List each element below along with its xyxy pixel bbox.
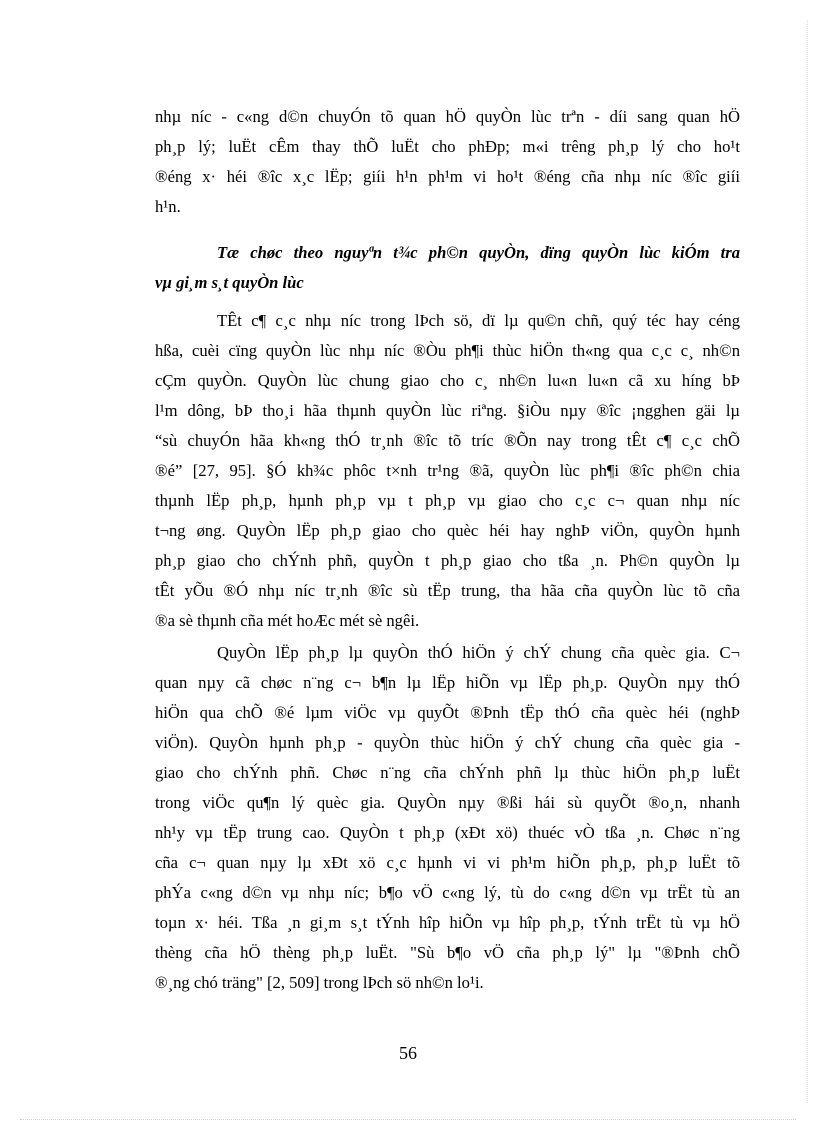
- paragraph-line: ®¸ng chó träng" [2, 509] trong lÞch sö nh©n lo¹i.: [155, 973, 484, 992]
- page-number: 56: [399, 1043, 417, 1063]
- paragraph-2: [155, 306, 740, 636]
- paragraph-line: phÝa c«ng d©n vµ nhµ níc; b¶o vÖ c«ng lý, tù do c«ng d©n vµ trËt tù an: [155, 883, 740, 902]
- paragraph-line: tÊt yÕu ®Ó nhµ níc tr¸nh ®îc sù tËp trung, tha hãa cña quyÒn lùc tõ cña: [155, 581, 740, 600]
- paragraph-line: hiÖn qua chÕ ®é lµm viÖc vµ quyÕt ®Þnh tËp thÓ cña quèc héi (nghÞ: [155, 703, 740, 722]
- paragraph-line: quan nµy cã chøc n¨ng c¬ b¶n lµ lËp hiÕn vµ lËp ph¸p. QuyÒn nµy thÓ: [155, 673, 740, 692]
- paragraph-line: “sù chuyÓn hãa kh«ng thÓ tr¸nh ®îc tõ tríc ®Õn nay trong tÊt c¶ c¸c chÕ: [155, 431, 740, 450]
- paragraph-line: ®é” [27, 95]. §Ó kh¾c phôc t×nh tr¹ng ®ã, quyÒn lùc ph¶i ®îc ph©n chia: [155, 461, 740, 480]
- page-right-border: [807, 20, 808, 1103]
- section-heading: [155, 238, 740, 298]
- paragraph-3: [155, 638, 740, 998]
- paragraph-line: ®a sè thµnh cña mét hoÆc mét sè ngêi.: [155, 611, 420, 630]
- paragraph-line: ®éng x· héi ®îc x¸c lËp; giíi h¹n ph¹m vi ho¹t ®éng cña nhµ níc ®îc giíi: [155, 167, 740, 186]
- paragraph-line: QuyÒn lËp ph¸p lµ quyÒn thÓ hiÖn ý chÝ chung cña quèc gia. C¬: [217, 643, 740, 662]
- paragraph-line: toµn x· héi. Tßa ¸n gi¸m s¸t tÝnh hîp hiÕn vµ hîp ph¸p, tÝnh trËt tù vµ hÖ: [155, 913, 740, 932]
- paragraph-line: hßa, cuèi cïng quyÒn lùc nhµ níc ®Òu ph¶i thùc hiÖn th«ng qua c¸c c¸ nh©n: [155, 341, 740, 360]
- heading-line: Tæ chøc theo nguyªn t¾c ph©n quyÒn, dïng quyÒn lùc kiÓm tra: [217, 243, 740, 262]
- paragraph-line: giao cho chÝnh phñ. Chøc n¨ng cña chÝnh phñ lµ thùc hiÖn ph¸p luËt: [155, 763, 740, 782]
- paragraph-line: cña c¬ quan nµy lµ xÐt xö c¸c hµnh vi vi ph¹m hiÕn ph¸p, ph¸p luËt tõ: [155, 853, 740, 872]
- paragraph-line: t¬ng øng. QuyÒn lËp ph¸p giao cho quèc héi hay nghÞ viÖn, quyÒn hµnh: [155, 521, 740, 540]
- paragraph-line: h¹n.: [155, 197, 181, 216]
- paragraph-line: thèng cña hÖ thèng ph¸p luËt. "Sù b¶o vÖ cña ph¸p lý" lµ "®Þnh chÕ: [155, 943, 740, 962]
- paragraph-line: ph¸p lý; luËt cÊm thay thÕ luËt cho phÐp; m«i trêng ph¸p lý cho ho¹t: [155, 137, 740, 156]
- paragraph-line: l¹m dông, bÞ tho¸i hãa thµnh quyÒn lùc riªng. §iÒu nµy ®îc ¡ngghen gäi lµ: [155, 401, 740, 420]
- paragraph-line: thµnh lËp ph¸p, hµnh ph¸p vµ t ph¸p vµ giao cho c¸c c¬ quan nhµ níc: [155, 491, 740, 510]
- paragraph-line: TÊt c¶ c¸c nhµ níc trong lÞch sö, dï lµ qu©n chñ, quý téc hay céng: [217, 311, 740, 330]
- paragraph-1: [155, 102, 740, 222]
- paragraph-line: nh¹y vµ tËp trung cao. QuyÒn t ph¸p (xÐt xö) thuéc vÒ tßa ¸n. Chøc n¨ng: [155, 823, 740, 842]
- paragraph-line: cÇm quyÒn. QuyÒn lùc chung giao cho c¸ nh©n lu«n lu«n cã xu híng bÞ: [155, 371, 740, 390]
- page-bottom-border: [20, 1119, 796, 1120]
- paragraph-line: trong viÖc qu¶n lý quèc gia. QuyÒn nµy ®ßi hái sù quyÕt ®o¸n, nhanh: [155, 793, 740, 812]
- paragraph-line: nhµ níc - c«ng d©n chuyÓn tõ quan hÖ quyÒn lùc trªn - díi sang quan hÖ: [155, 107, 740, 126]
- paragraph-line: ph¸p giao cho chÝnh phñ, quyÒn t ph¸p giao cho tßa ¸n. Ph©n quyÒn lµ: [155, 551, 740, 570]
- heading-line: vµ gi¸m s¸t quyÒn lùc: [155, 273, 304, 292]
- paragraph-line: viÖn). QuyÒn hµnh ph¸p - quyÒn thùc hiÖn ý chÝ chung cña quèc gia -: [155, 733, 740, 752]
